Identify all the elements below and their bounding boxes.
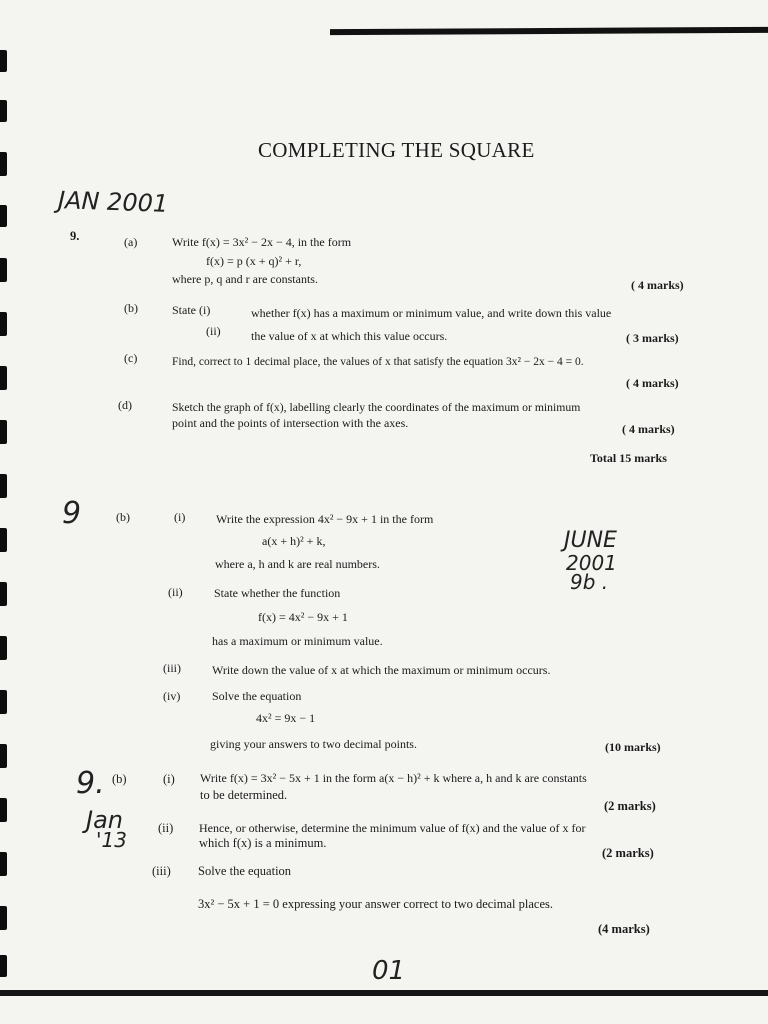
q2-iii-text: Write down the value of x at which the maximum or minimum occurs. [212, 663, 551, 677]
q3-iii-marks: (4 marks) [598, 922, 650, 936]
handwritten-june-question: 9b . [570, 570, 609, 594]
q1-a-label: (a) [124, 235, 138, 249]
q1-total: Total 15 marks [590, 451, 667, 465]
q3-iii-label: (iii) [152, 864, 171, 878]
handwritten-page-number: 01 [372, 956, 406, 986]
q3-i-line2: to be determined. [200, 788, 288, 802]
q2-i-text: Write the expression 4x² − 9x + 1 in the form [216, 512, 434, 526]
q1-b-marks: ( 3 marks) [626, 331, 679, 345]
q1-c-marks: ( 4 marks) [626, 376, 679, 390]
q1-a-marks: ( 4 marks) [631, 278, 684, 292]
q1-d-label: (d) [118, 398, 132, 412]
q2-ii-label: (ii) [168, 585, 183, 599]
q1-a-line3: where p, q and r are constants. [172, 272, 318, 286]
q3-ii-line1: Hence, or otherwise, determine the minimum value of f(x) and the value of x for [199, 821, 586, 835]
q3-iii-text: Solve the equation [198, 864, 292, 878]
q1-b-label: (b) [124, 301, 138, 315]
q2-ii-func: f(x) = 4x² − 9x + 1 [258, 610, 348, 624]
q2-iv-giving: giving your answers to two decimal points. [210, 737, 417, 751]
q2-iv-label: (iv) [163, 689, 181, 703]
q3-i-line1: Write f(x) = 3x² − 5x + 1 in the form a(x − h)² + k where a, h and k are constants [200, 771, 587, 785]
q1-b-ii-label: (ii) [206, 324, 221, 338]
scan-edge-bottom [0, 990, 768, 996]
q2-iv-text: Solve the equation [212, 689, 302, 703]
handwritten-q3-number: 9. [76, 766, 105, 801]
q2-i-form: a(x + h)² + k, [262, 534, 326, 548]
q3-b-label: (b) [112, 772, 127, 786]
handwritten-jan-2001: JAN 2001 [57, 186, 169, 218]
q2-ii-has: has a maximum or minimum value. [212, 634, 383, 648]
page-title: COMPLETING THE SQUARE [258, 138, 535, 162]
q3-ii-marks: (2 marks) [602, 846, 654, 860]
q2-iii-label: (iii) [163, 661, 181, 675]
q3-iii-eq: 3x² − 5x + 1 = 0 expressing your answer correct to two decimal places. [198, 897, 554, 911]
q1-d-line2: point and the points of intersection with the axes. [172, 416, 409, 430]
q2-marks: (10 marks) [605, 740, 661, 754]
q1-d-marks: ( 4 marks) [622, 422, 675, 436]
q1-b-i-label: State (i) [172, 303, 211, 317]
handwritten-q2-number: 9 [62, 496, 82, 531]
q3-i-marks: (2 marks) [604, 799, 656, 813]
q1-c-text: Find, correct to 1 decimal place, the values of x that satisfy the equation 3x² − 2x − 4 = 0. [172, 356, 584, 368]
q3-ii-line2: which f(x) is a minimum. [199, 836, 327, 850]
q1-c-label: (c) [124, 351, 138, 365]
q1-d-line1: Sketch the graph of f(x), labelling clearly the coordinates of the maximum or minimum [172, 401, 581, 414]
q1-b-ii-text: the value of x at which this value occurs. [251, 329, 448, 343]
handwritten-june: JUNE [564, 528, 617, 553]
q1-number: 9. [70, 229, 80, 243]
q1-a-line2: f(x) = p (x + q)² + r, [206, 254, 302, 268]
q2-iv-eq: 4x² = 9x − 1 [256, 711, 316, 725]
handwritten-q3-year: '13 [96, 828, 127, 852]
q1-a-line1: Write f(x) = 3x² − 2x − 4, in the form [172, 235, 352, 249]
q3-i-label: (i) [163, 772, 175, 786]
handwritten-june-year: 2001 [566, 551, 617, 575]
q2-ii-text: State whether the function [214, 586, 341, 600]
q2-i-label: (i) [174, 510, 186, 524]
scan-edge-top [330, 27, 768, 35]
q1-b-i-text: whether f(x) has a maximum or minimum value, and write down this value [251, 306, 612, 320]
q3-ii-label: (ii) [158, 821, 174, 835]
handwritten-q3-jan: Jan [86, 806, 123, 834]
q2-b-label: (b) [116, 510, 130, 524]
q2-i-where: where a, h and k are real numbers. [215, 557, 380, 571]
